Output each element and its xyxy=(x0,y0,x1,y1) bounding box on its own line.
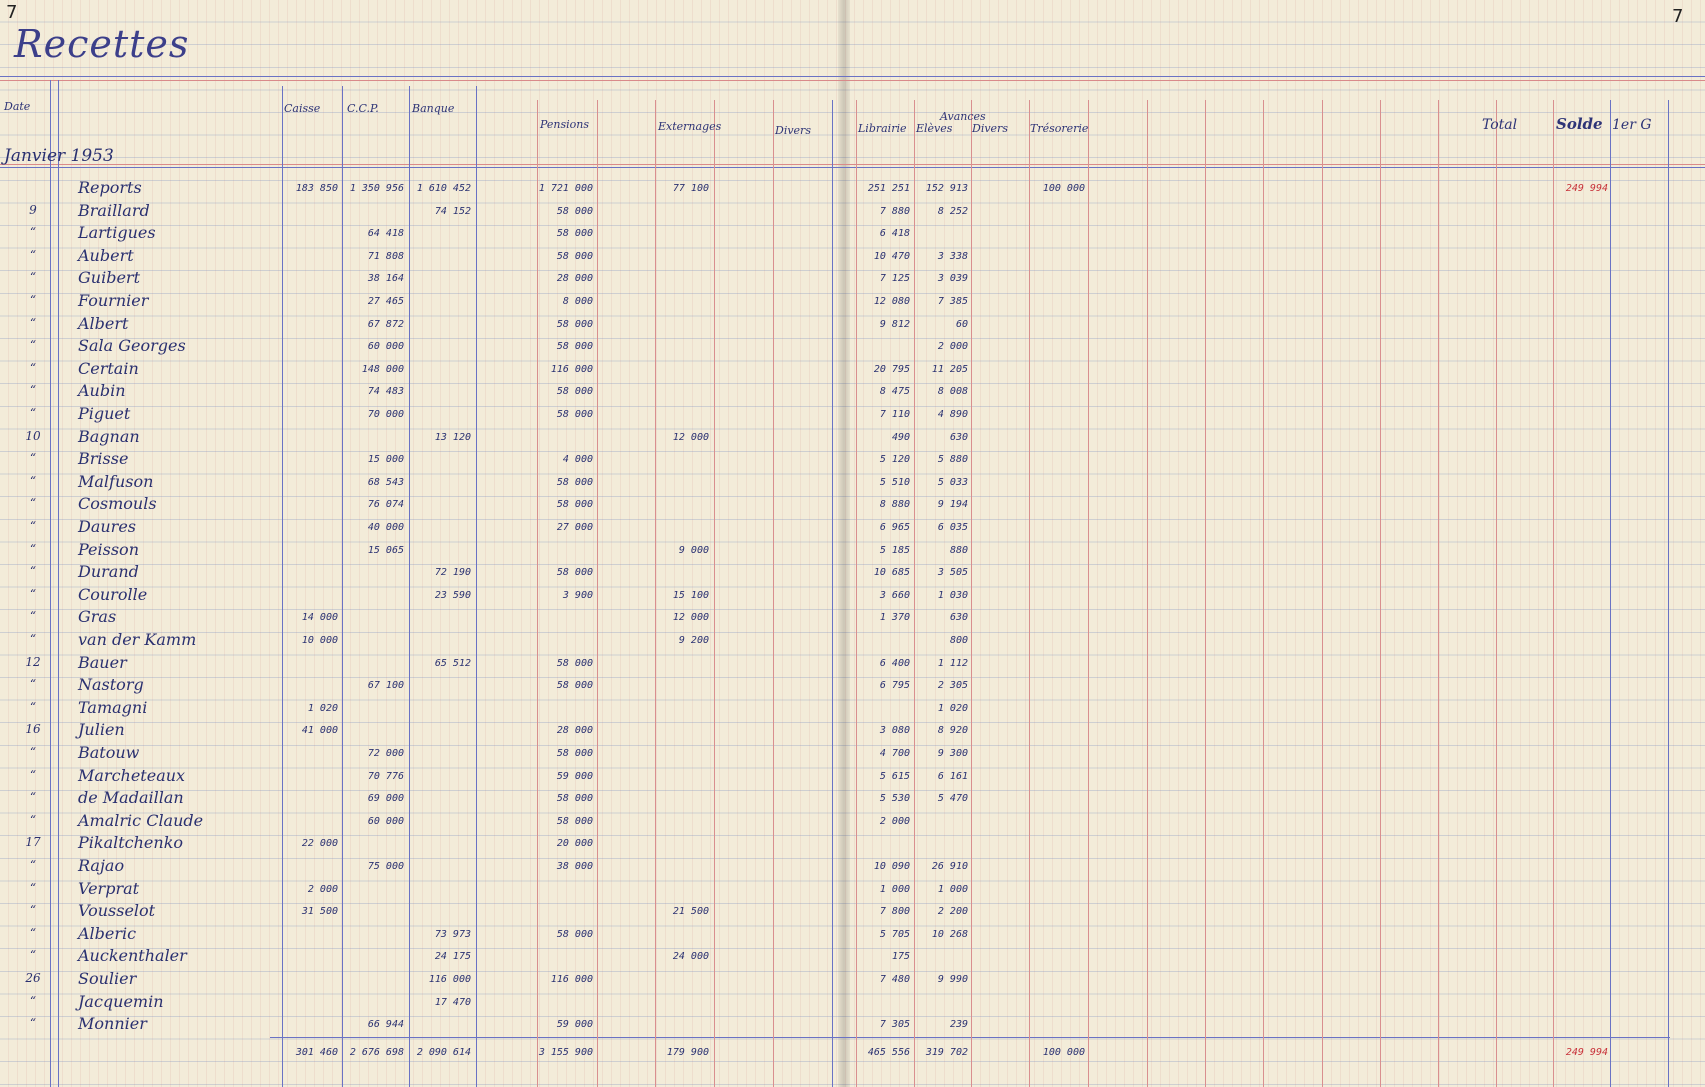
cell-eleves: 3 039 xyxy=(937,273,968,285)
cell-librairie: 10 685 xyxy=(873,567,910,579)
ledger-row xyxy=(0,675,1705,698)
cell-banque: 74 152 xyxy=(434,205,471,217)
cell-ccp: 71 808 xyxy=(367,250,404,262)
cell-librairie: 7 110 xyxy=(879,409,910,420)
row-name: Gras xyxy=(78,607,117,627)
cell-caisse: 14 000 xyxy=(301,612,338,624)
cell-eleves: 8 008 xyxy=(937,386,968,398)
cell-eleves: 10 268 xyxy=(931,928,968,940)
ledger-row xyxy=(0,201,1705,224)
cell-pensions: 4 000 xyxy=(562,454,593,466)
row-date: “ xyxy=(29,496,37,511)
row-name: Durand xyxy=(78,562,139,582)
row-date: “ xyxy=(29,451,37,466)
cell-pensions: 28 000 xyxy=(556,273,593,285)
cell-pensions: 1 721 000 xyxy=(538,183,593,194)
cell-ccp: 15 065 xyxy=(367,544,404,556)
ledger-row xyxy=(0,788,1705,811)
row-name: Tamagni xyxy=(78,697,148,717)
ledger-row xyxy=(0,743,1705,766)
cell-librairie: 5 615 xyxy=(879,770,910,782)
header-tresorerie: Trésorerie xyxy=(1030,122,1089,135)
row-name: Alberic xyxy=(78,923,137,943)
row-name: Soulier xyxy=(78,969,137,988)
row-date: “ xyxy=(29,677,37,692)
row-name: Pikaltchenko xyxy=(78,833,184,853)
cell-pensions: 58 000 xyxy=(556,386,593,398)
row-name: Aubin xyxy=(78,381,126,401)
cell-librairie: 6 795 xyxy=(879,680,910,692)
row-name: Marcheteaux xyxy=(78,765,186,785)
cell-pensions: 58 000 xyxy=(556,567,593,579)
ledger-row xyxy=(0,992,1705,1015)
ledger-row xyxy=(0,562,1705,585)
row-date: “ xyxy=(29,858,37,872)
cell-librairie: 251 251 xyxy=(867,183,910,194)
row-name: Jacquemin xyxy=(78,991,164,1011)
ledger-row xyxy=(0,946,1705,969)
cell-banque: 65 512 xyxy=(434,657,471,669)
cell-caisse: 41 000 xyxy=(301,725,338,737)
ledger-row xyxy=(0,540,1705,563)
total-ccp: 2 676 698 xyxy=(349,1047,404,1058)
row-name: van der Kamm xyxy=(78,630,197,649)
row-date: 17 xyxy=(25,835,41,850)
row-name: de Madaillan xyxy=(78,788,184,808)
row-date: “ xyxy=(29,790,37,805)
row-date: “ xyxy=(29,270,37,285)
header-top-rule xyxy=(0,76,1705,77)
cell-pensions: 28 000 xyxy=(556,725,593,737)
cell-librairie: 6 418 xyxy=(879,228,910,240)
cell-pensions: 58 000 xyxy=(556,793,593,805)
header-total: Total xyxy=(1482,117,1518,133)
ledger-row xyxy=(0,969,1705,992)
cell-ccp: 76 074 xyxy=(367,499,404,511)
row-date: “ xyxy=(29,609,37,624)
cell-ccp: 74 483 xyxy=(367,386,404,398)
row-date: “ xyxy=(29,699,37,714)
cell-eleves: 800 xyxy=(949,635,968,646)
header-pensions: Pensions xyxy=(540,118,590,131)
cell-eleves: 1 112 xyxy=(937,657,968,669)
cell-librairie: 10 470 xyxy=(873,250,910,262)
ledger-row xyxy=(0,336,1705,359)
row-date: 9 xyxy=(29,202,37,217)
cell-eleves: 5 880 xyxy=(937,454,968,466)
total-externages: 179 900 xyxy=(666,1047,709,1058)
cell-eleves: 4 890 xyxy=(937,409,968,420)
row-name: Auckenthaler xyxy=(78,946,187,966)
cell-librairie: 5 530 xyxy=(879,793,910,805)
cell-eleves: 880 xyxy=(949,544,968,556)
ledger-row xyxy=(0,811,1705,834)
header-avances: Avances xyxy=(940,110,986,123)
cell-librairie: 175 xyxy=(891,951,910,963)
ledger-row xyxy=(0,607,1705,630)
cell-librairie: 8 475 xyxy=(879,386,910,398)
row-date: 16 xyxy=(25,722,41,737)
total-eleves: 319 702 xyxy=(925,1047,968,1058)
header-ccp: C.C.P. xyxy=(347,102,379,115)
cell-eleves: 8 252 xyxy=(937,205,968,217)
cell-ccp: 66 944 xyxy=(367,1019,404,1031)
total-banque: 2 090 614 xyxy=(416,1047,471,1058)
cell-librairie: 3 080 xyxy=(879,725,910,737)
cell-ccp: 75 000 xyxy=(367,861,404,872)
row-name: Piguet xyxy=(78,404,131,423)
cell-banque: 73 973 xyxy=(434,928,471,940)
cell-librairie: 1 370 xyxy=(879,612,910,624)
cell-librairie: 4 700 xyxy=(879,748,910,759)
cell-ccp: 68 543 xyxy=(367,476,404,488)
cell-ccp: 70 776 xyxy=(367,770,404,782)
total-caisse: 301 460 xyxy=(295,1047,338,1058)
cell-pensions: 58 000 xyxy=(556,680,593,692)
cell-pensions: 58 000 xyxy=(556,318,593,330)
month-label: Janvier 1953 xyxy=(4,146,114,166)
cell-eleves: 9 194 xyxy=(937,499,968,511)
cell-ccp: 148 000 xyxy=(361,363,404,375)
cell-ccp: 67 100 xyxy=(367,680,404,692)
cell-ccp: 69 000 xyxy=(367,793,404,805)
totals-rule xyxy=(270,1037,1670,1038)
row-date: “ xyxy=(29,745,37,759)
cell-ccp: 67 872 xyxy=(367,318,404,330)
cell-ccp: 1 350 956 xyxy=(349,183,404,194)
row-name: Bagnan xyxy=(78,426,140,446)
cell-eleves: 9 990 xyxy=(937,974,968,985)
cell-pensions: 58 000 xyxy=(556,499,593,511)
ledger-row xyxy=(0,856,1705,879)
cell-banque: 17 470 xyxy=(434,996,471,1008)
cell-pensions: 59 000 xyxy=(556,770,593,782)
row-date: 10 xyxy=(25,428,41,443)
cell-externages: 24 000 xyxy=(672,951,709,963)
row-name: Malfuson xyxy=(78,471,154,491)
cell-solde: 249 994 xyxy=(1565,183,1608,194)
cell-librairie: 20 795 xyxy=(873,363,910,375)
row-name: Nastorg xyxy=(78,675,144,695)
cell-eleves: 1 030 xyxy=(937,589,968,601)
cell-ccp: 72 000 xyxy=(367,748,404,759)
cell-ccp: 60 000 xyxy=(367,341,404,353)
cell-eleves: 2 305 xyxy=(937,680,968,692)
total-tresorerie: 100 000 xyxy=(1042,1047,1085,1058)
cell-caisse: 1 020 xyxy=(307,702,338,714)
cell-pensions: 58 000 xyxy=(556,815,593,827)
header-banque: Banque xyxy=(412,102,455,115)
row-name: Amalric Claude xyxy=(78,810,204,830)
row-date: “ xyxy=(29,225,37,240)
ledger-row xyxy=(0,268,1705,291)
row-date: 26 xyxy=(25,971,41,985)
row-date: “ xyxy=(29,993,37,1008)
cell-externages: 15 100 xyxy=(672,589,709,601)
header-caisse: Caisse xyxy=(284,102,321,115)
cell-pensions: 27 000 xyxy=(556,522,593,533)
ledger-row xyxy=(0,720,1705,743)
cell-eleves: 5 470 xyxy=(937,793,968,805)
ledger-row xyxy=(0,630,1705,653)
cell-pensions: 20 000 xyxy=(556,838,593,850)
ledger-row xyxy=(0,246,1705,269)
row-name: Courolle xyxy=(78,584,148,604)
row-name: Batouw xyxy=(78,743,140,762)
header-top-rule-red xyxy=(0,80,1705,81)
cell-pensions: 58 000 xyxy=(556,928,593,940)
cell-librairie: 5 120 xyxy=(879,454,910,466)
cell-externages: 9 000 xyxy=(678,544,709,556)
total-librairie: 465 556 xyxy=(867,1047,910,1058)
row-date: “ xyxy=(29,293,37,307)
row-name: Brisse xyxy=(78,449,129,469)
cell-ccp: 60 000 xyxy=(367,815,404,827)
cell-eleves: 7 385 xyxy=(937,296,968,307)
ledger-row xyxy=(0,698,1705,721)
ledger-row xyxy=(0,1014,1705,1037)
cell-pensions: 58 000 xyxy=(556,409,593,420)
ledger-row xyxy=(0,766,1705,789)
row-name: Verprat xyxy=(78,878,140,898)
header-solde: Solde xyxy=(1556,115,1603,133)
cell-externages: 21 500 xyxy=(672,906,709,918)
total-solde: 249 994 xyxy=(1565,1047,1608,1058)
row-date: “ xyxy=(29,880,37,895)
row-date: “ xyxy=(29,247,37,262)
cell-caisse: 10 000 xyxy=(301,635,338,646)
row-date: “ xyxy=(29,383,37,398)
page-title: Recettes xyxy=(14,22,190,66)
cell-librairie: 9 812 xyxy=(879,318,910,330)
cell-eleves: 60 xyxy=(955,318,968,330)
row-name: Monnier xyxy=(78,1014,147,1034)
cell-ccp: 70 000 xyxy=(367,409,404,420)
cell-pensions: 116 000 xyxy=(550,974,593,985)
cell-librairie: 8 880 xyxy=(879,499,910,511)
header-eleves: Elèves xyxy=(916,122,953,135)
cell-ccp: 38 164 xyxy=(367,273,404,285)
cell-librairie: 490 xyxy=(891,431,910,443)
row-date: “ xyxy=(29,360,37,375)
cell-eleves: 9 300 xyxy=(937,748,968,759)
cell-librairie: 6 965 xyxy=(879,522,910,533)
row-date: 12 xyxy=(25,654,41,669)
ledger-row xyxy=(0,494,1705,517)
row-name: Vousselot xyxy=(78,901,156,921)
cell-eleves: 26 910 xyxy=(931,861,968,872)
cell-externages: 12 000 xyxy=(672,612,709,624)
ledger-row xyxy=(0,901,1705,924)
cell-pensions: 58 000 xyxy=(556,228,593,240)
page-number-left: 7 xyxy=(6,2,18,23)
cell-eleves: 3 338 xyxy=(937,250,968,262)
cell-banque: 1 610 452 xyxy=(416,183,471,194)
ledger-row xyxy=(0,879,1705,902)
cell-librairie: 7 480 xyxy=(879,974,910,985)
cell-pensions: 3 900 xyxy=(562,589,593,601)
row-date: “ xyxy=(29,812,37,827)
row-date: “ xyxy=(29,519,37,533)
cell-librairie: 5 185 xyxy=(879,544,910,556)
cell-caisse: 2 000 xyxy=(307,883,338,895)
ledger-row xyxy=(0,427,1705,450)
header-solde-suffix: 1er G xyxy=(1612,117,1652,133)
cell-pensions: 38 000 xyxy=(556,861,593,872)
cell-librairie: 12 080 xyxy=(873,296,910,307)
row-name: Reports xyxy=(78,178,142,197)
ledger-row xyxy=(0,472,1705,495)
cell-eleves: 8 920 xyxy=(937,725,968,737)
row-date: “ xyxy=(29,406,37,420)
row-date: “ xyxy=(29,903,37,918)
header-bottom-rule xyxy=(0,164,1705,165)
ledger-row xyxy=(0,833,1705,856)
cell-librairie: 7 125 xyxy=(879,273,910,285)
cell-banque: 72 190 xyxy=(434,567,471,579)
cell-pensions: 58 000 xyxy=(556,205,593,217)
row-date: “ xyxy=(29,586,37,601)
ledger-row xyxy=(0,223,1705,246)
cell-eleves: 2 200 xyxy=(937,906,968,918)
header-date: Date xyxy=(4,100,31,113)
cell-librairie: 10 090 xyxy=(873,861,910,872)
cell-librairie: 7 800 xyxy=(879,906,910,918)
cell-librairie: 6 400 xyxy=(879,657,910,669)
ledger-row xyxy=(0,404,1705,427)
row-date: “ xyxy=(29,767,37,782)
header-avances-divers: Divers xyxy=(972,122,1008,135)
cell-eleves: 630 xyxy=(949,612,968,624)
ledger-row xyxy=(0,585,1705,608)
cell-caisse: 31 500 xyxy=(301,906,338,918)
cell-tresorerie: 100 000 xyxy=(1042,183,1085,194)
cell-banque: 23 590 xyxy=(434,589,471,601)
cell-eleves: 5 033 xyxy=(937,476,968,488)
header-bottom-rule-blue xyxy=(0,167,1705,168)
row-name: Sala Georges xyxy=(78,336,186,356)
cell-eleves: 152 913 xyxy=(925,183,968,194)
cell-eleves: 1 000 xyxy=(937,883,968,895)
ledger-row xyxy=(0,381,1705,404)
ledger-row xyxy=(0,178,1705,201)
cell-librairie: 5 510 xyxy=(879,476,910,488)
cell-ccp: 40 000 xyxy=(367,522,404,533)
cell-librairie: 1 000 xyxy=(879,883,910,895)
ledger-row xyxy=(0,653,1705,676)
cell-caisse: 22 000 xyxy=(301,838,338,850)
cell-ccp: 64 418 xyxy=(367,228,404,240)
row-name: Fournier xyxy=(78,291,149,310)
cell-librairie: 5 705 xyxy=(879,928,910,940)
row-name: Braillard xyxy=(78,200,150,220)
cell-librairie: 2 000 xyxy=(879,815,910,827)
cell-pensions: 58 000 xyxy=(556,250,593,262)
cell-ccp: 15 000 xyxy=(367,454,404,466)
row-name: Daures xyxy=(78,517,136,536)
ledger-row xyxy=(0,924,1705,947)
cell-pensions: 58 000 xyxy=(556,657,593,669)
row-date: “ xyxy=(29,315,37,330)
cell-eleves: 1 020 xyxy=(937,702,968,714)
header-divers: Divers xyxy=(775,124,811,137)
row-name: Cosmouls xyxy=(78,494,157,514)
row-date: “ xyxy=(29,541,37,556)
cell-librairie: 7 305 xyxy=(879,1019,910,1031)
ledger-row xyxy=(0,359,1705,382)
row-date: “ xyxy=(29,948,37,963)
header-externages: Externages xyxy=(658,120,722,133)
row-date: “ xyxy=(29,473,37,488)
row-name: Aubert xyxy=(78,245,134,265)
cell-eleves: 6 161 xyxy=(937,770,968,782)
header-librairie: Librairie xyxy=(858,122,907,135)
cell-caisse: 183 850 xyxy=(295,183,338,194)
cell-pensions: 58 000 xyxy=(556,476,593,488)
row-name: Bauer xyxy=(78,652,127,672)
cell-eleves: 2 000 xyxy=(937,341,968,353)
total-pensions: 3 155 900 xyxy=(538,1047,593,1058)
page-number-right: 7 xyxy=(1672,6,1684,27)
row-name: Peisson xyxy=(78,539,139,559)
cell-banque: 116 000 xyxy=(428,974,471,985)
row-date: “ xyxy=(29,925,37,940)
row-date: “ xyxy=(29,632,37,646)
cell-pensions: 116 000 xyxy=(550,363,593,375)
cell-banque: 24 175 xyxy=(434,951,471,963)
cell-eleves: 239 xyxy=(949,1019,968,1031)
cell-externages: 77 100 xyxy=(672,183,709,194)
cell-pensions: 58 000 xyxy=(556,748,593,759)
cell-eleves: 11 205 xyxy=(931,363,968,375)
cell-banque: 13 120 xyxy=(434,431,471,443)
cell-externages: 12 000 xyxy=(672,431,709,443)
cell-pensions: 59 000 xyxy=(556,1019,593,1031)
cell-eleves: 630 xyxy=(949,431,968,443)
ledger-row xyxy=(0,517,1705,540)
cell-eleves: 3 505 xyxy=(937,567,968,579)
cell-ccp: 27 465 xyxy=(367,296,404,307)
cell-externages: 9 200 xyxy=(678,635,709,646)
row-name: Albert xyxy=(78,313,129,333)
row-name: Julien xyxy=(78,720,125,740)
row-name: Certain xyxy=(78,358,139,378)
row-date: “ xyxy=(29,338,37,353)
row-name: Lartigues xyxy=(78,223,156,243)
row-date: “ xyxy=(29,1016,37,1031)
ledger-row xyxy=(0,291,1705,314)
row-name: Rajao xyxy=(78,856,125,875)
cell-librairie: 3 660 xyxy=(879,589,910,601)
cell-pensions: 58 000 xyxy=(556,341,593,353)
ledger-row xyxy=(0,449,1705,472)
row-date: “ xyxy=(29,564,37,579)
ledger-row xyxy=(0,314,1705,337)
cell-librairie: 7 880 xyxy=(879,205,910,217)
cell-pensions: 8 000 xyxy=(562,296,593,307)
row-name: Guibert xyxy=(78,268,140,288)
cell-eleves: 6 035 xyxy=(937,522,968,533)
